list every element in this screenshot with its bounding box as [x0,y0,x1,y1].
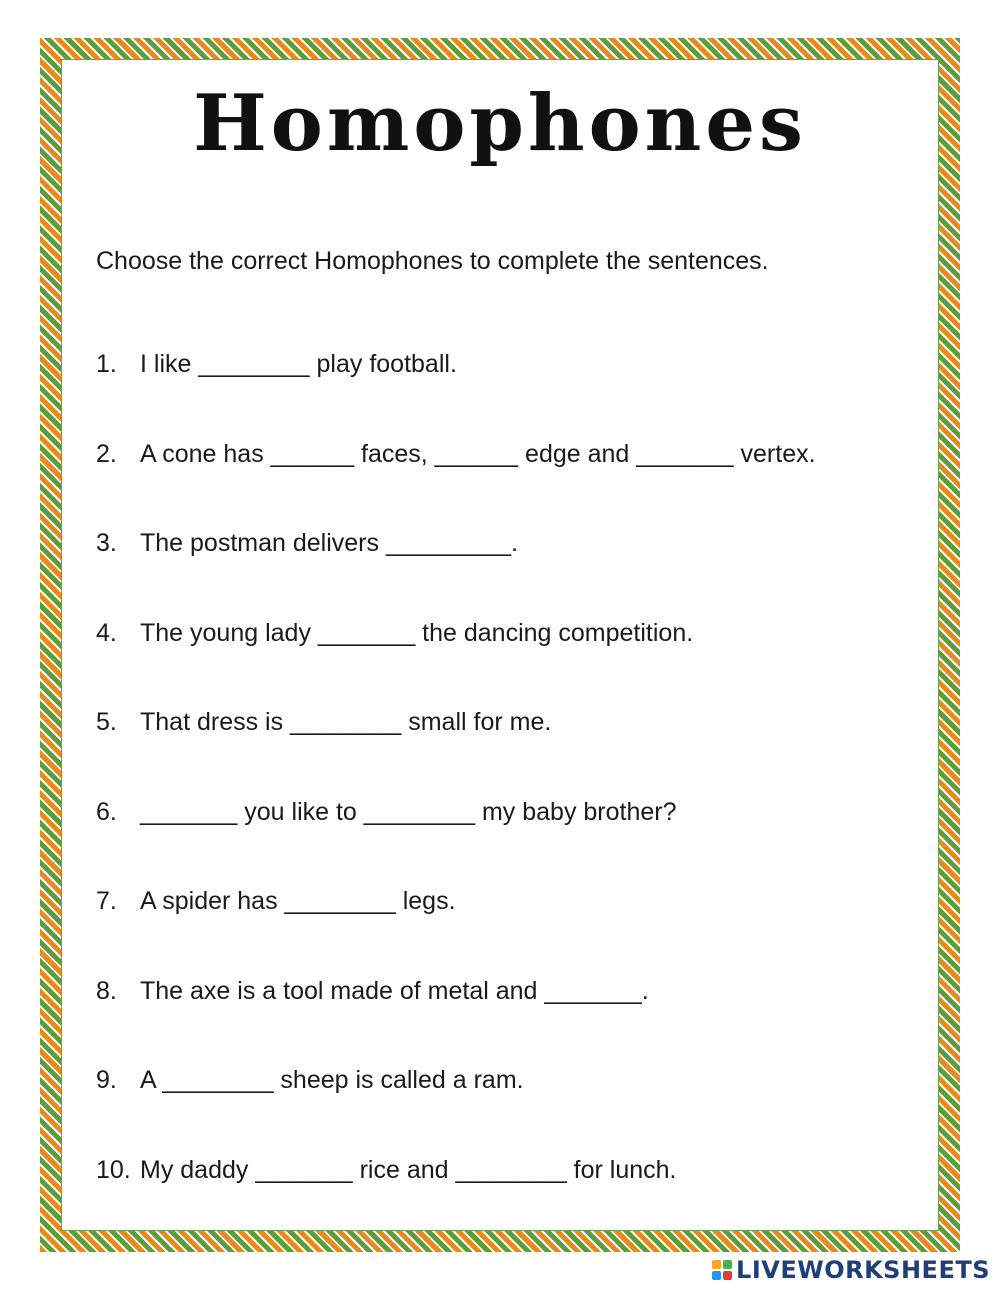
logo-tile [723,1271,732,1280]
question-number: 6. [96,797,117,826]
question-number: 10. [96,1155,131,1184]
logo-tile [723,1260,732,1269]
question-list [96,350,816,1245]
question-number: 5. [96,708,117,736]
logo-tile [712,1260,721,1269]
question-number: 4. [96,618,117,647]
watermark-text: LIVEWORKSHEETS [736,1256,990,1284]
question-number: 9. [96,1066,117,1094]
question-text: The postman delivers _________. [140,529,519,557]
question-text: A spider has ________ legs. [140,887,456,915]
question-number: 3. [96,529,117,557]
question-text: The axe is a tool made of metal and _______. [140,976,649,1005]
question-number: 2. [96,439,117,468]
liveworksheets-watermark [712,1255,990,1285]
question-item [96,1066,816,1156]
question-text: I like ________ play football. [140,350,457,378]
question-text: A ________ sheep is called a ram. [140,1066,524,1094]
question-number: 8. [96,976,117,1005]
question-number: 1. [96,350,117,378]
question-item [96,350,816,440]
question-item [96,798,816,888]
worksheet-title: Homophones [193,78,807,169]
liveworksheets-logo-icon [712,1260,732,1280]
question-item [96,529,816,619]
question-text: The young lady _______ the dancing competition. [140,618,694,647]
question-item [96,708,816,798]
question-item [96,440,816,530]
question-text: _______ you like to ________ my baby brother? [140,797,677,826]
question-item [96,619,816,709]
question-item [96,887,816,977]
question-text: A cone has ______ faces, ______ edge and _______ vertex. [140,439,816,468]
logo-tile [712,1271,721,1280]
question-text: That dress is ________ small for me. [140,708,552,736]
question-item [96,1156,816,1246]
instruction-text: Choose the correct Homophones to complete the sentences. [96,247,769,275]
question-item [96,977,816,1067]
question-text: My daddy _______ rice and ________ for lunch. [140,1155,677,1184]
question-number: 7. [96,887,117,915]
